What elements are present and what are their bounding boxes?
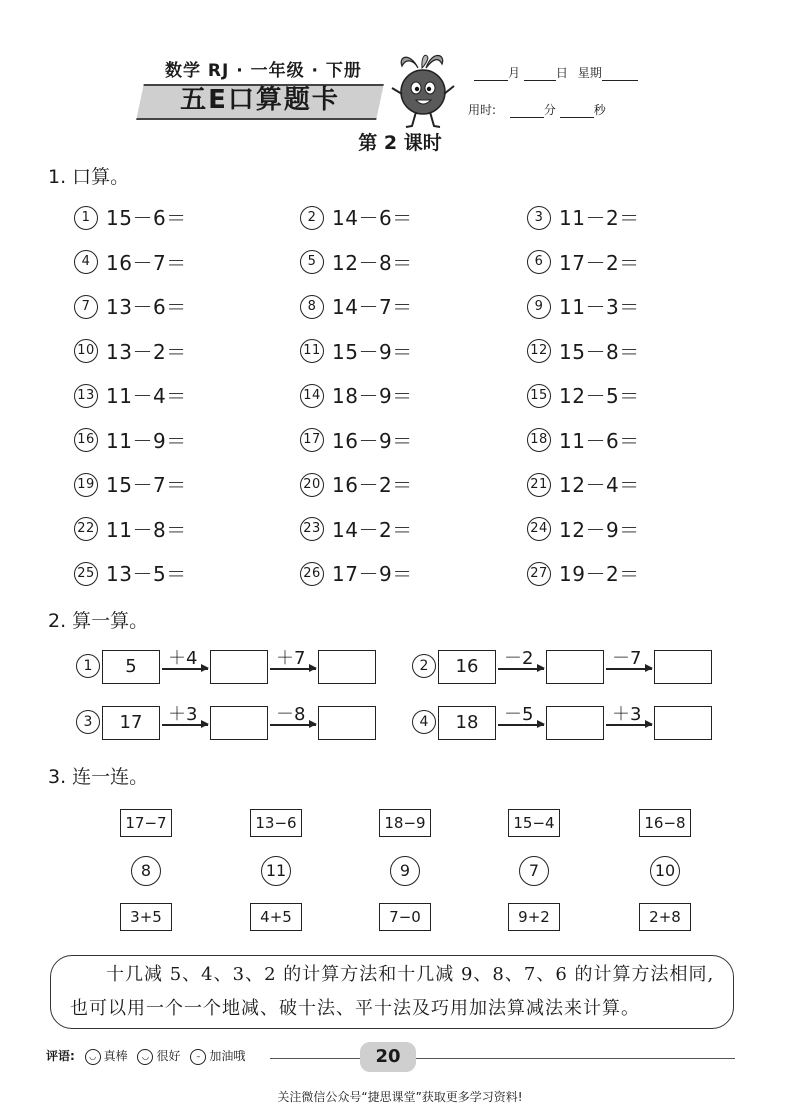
problem-number: 2 <box>300 206 324 230</box>
chain-op-2: ＋3 <box>612 704 642 725</box>
second-blank[interactable] <box>560 105 594 118</box>
chain-op-1: －5 <box>504 704 534 725</box>
problem-number: 16 <box>74 428 98 452</box>
problem-expression: 12－8＝ <box>332 250 413 275</box>
eval-label: 评语: <box>46 1049 75 1063</box>
problem-item <box>300 558 413 588</box>
problem-number: 10 <box>74 339 98 363</box>
problem-expression: 16－7＝ <box>106 250 187 275</box>
match-top-expression[interactable]: 15−4 <box>508 809 560 837</box>
problem-number: 21 <box>527 473 551 497</box>
problem-number: 7 <box>74 295 98 319</box>
radish-mascot-icon <box>388 48 460 130</box>
problem-item <box>527 514 640 544</box>
problem-item <box>300 336 413 366</box>
problem-expression: 11－9＝ <box>106 428 187 453</box>
match-answer-circle[interactable]: 7 <box>519 856 549 886</box>
good-face-icon[interactable]: ◡ <box>137 1049 153 1065</box>
problem-item <box>74 469 187 499</box>
problem-item <box>527 202 640 232</box>
problem-item <box>527 336 640 366</box>
problem-item <box>300 202 413 232</box>
problem-expression: 11－3＝ <box>559 295 640 319</box>
problem-item <box>300 247 413 277</box>
match-answer-circle[interactable]: 10 <box>650 856 680 886</box>
problem-expression: 13－6＝ <box>106 295 187 319</box>
chain-start-box: 17 <box>102 706 160 740</box>
time-line <box>468 101 606 118</box>
problem-number: 3 <box>527 206 551 230</box>
chain-answer-box-1[interactable] <box>546 650 604 684</box>
eval-try-harder: 加油哦 <box>209 1049 246 1063</box>
problem-expression: 14－6＝ <box>332 206 413 230</box>
minute-label: 分 <box>543 103 556 117</box>
problem-number: 19 <box>74 473 98 497</box>
chain-answer-box-1[interactable] <box>210 706 268 740</box>
problem-number: 1 <box>74 206 98 230</box>
problem-item <box>74 247 187 277</box>
evaluation <box>46 1047 245 1065</box>
match-top-expression[interactable]: 17−7 <box>120 809 172 837</box>
problem-item <box>74 425 187 455</box>
problem-expression: 17－2＝ <box>559 250 640 275</box>
problem-expression: 15－9＝ <box>332 339 413 364</box>
problem-item <box>300 425 413 455</box>
problem-number: 26 <box>300 562 324 586</box>
problem-item <box>300 514 413 544</box>
problem-expression: 16－9＝ <box>332 428 413 453</box>
problem-item <box>527 558 640 588</box>
match-top-expression[interactable]: 13−6 <box>250 809 302 837</box>
match-top-expression[interactable]: 18−9 <box>379 809 431 837</box>
problem-expression: 13－2＝ <box>106 339 187 364</box>
problem-expression: 18－9＝ <box>332 384 413 408</box>
problem-expression: 19－2＝ <box>559 562 640 586</box>
promo-text: 关注微信公众号“捷思课堂”获取更多学习资料! <box>277 1090 523 1104</box>
problem-item <box>300 380 413 410</box>
problem-expression: 12－4＝ <box>559 473 640 497</box>
problem-expression: 16－2＝ <box>332 473 413 497</box>
weekday-blank[interactable] <box>602 68 638 81</box>
chain-answer-box-1[interactable] <box>546 706 604 740</box>
problem-item <box>527 469 640 499</box>
problem-number: 22 <box>74 517 98 541</box>
time-label: 用时: <box>468 103 497 117</box>
problem-number: 12 <box>527 339 551 363</box>
eval-good: 很好 <box>156 1049 181 1063</box>
problem-number: 8 <box>300 295 324 319</box>
section-1-heading: 1. 口算。 <box>48 166 130 188</box>
chain-op-1: －2 <box>504 648 534 669</box>
month-blank[interactable] <box>474 68 508 81</box>
match-bottom-expression[interactable]: 3+5 <box>120 903 172 931</box>
problem-expression: 11－6＝ <box>559 428 640 453</box>
tip-text <box>70 958 730 1026</box>
match-answer-circle[interactable]: 9 <box>390 856 420 886</box>
try-harder-face-icon[interactable]: – <box>190 1049 206 1065</box>
date-line <box>474 64 638 81</box>
day-label: 日 <box>555 66 568 80</box>
problem-number: 23 <box>300 517 324 541</box>
footer-rule <box>270 1058 735 1059</box>
problem-item <box>300 291 413 321</box>
match-bottom-expression[interactable]: 2+8 <box>639 903 691 931</box>
problem-item <box>74 380 187 410</box>
chain-answer-box-2[interactable] <box>318 650 376 684</box>
problem-item <box>74 514 187 544</box>
problem-item <box>527 425 640 455</box>
problem-expression: 13－5＝ <box>106 562 187 586</box>
chain-op-2: －8 <box>276 704 306 725</box>
problem-number: 11 <box>300 339 324 363</box>
problem-item <box>527 247 640 277</box>
eval-great: 真棒 <box>103 1049 128 1063</box>
problem-expression: 12－9＝ <box>559 517 640 542</box>
chain-answer-box-2[interactable] <box>654 706 712 740</box>
month-label: 月 <box>508 66 521 80</box>
chain-number: 2 <box>412 654 436 678</box>
chain-answer-box-1[interactable] <box>210 650 268 684</box>
problem-expression: 12－5＝ <box>559 384 640 408</box>
match-bottom-expression[interactable]: 4+5 <box>250 903 302 931</box>
problem-number: 18 <box>527 428 551 452</box>
page-number: 20 <box>375 1046 401 1067</box>
chain-start-box: 5 <box>102 650 160 684</box>
problem-number: 27 <box>527 562 551 586</box>
problem-number: 15 <box>527 384 551 408</box>
card-title: 五E口算题卡 <box>180 85 340 115</box>
weekday-label: 星期 <box>577 66 602 80</box>
problem-item <box>74 202 187 232</box>
match-bottom-expression[interactable]: 9+2 <box>508 903 560 931</box>
day-blank[interactable] <box>524 68 556 81</box>
problem-number: 24 <box>527 517 551 541</box>
minute-blank[interactable] <box>510 105 544 118</box>
chain-number: 3 <box>76 710 100 734</box>
chain-start-box: 16 <box>438 650 496 684</box>
chain-op-1: ＋4 <box>168 648 198 669</box>
problem-number: 25 <box>74 562 98 586</box>
problem-item <box>74 558 187 588</box>
tip-line-2: 也可以用一个一个地减、破十法、平十法及巧用加法算减法来计算。 <box>70 998 640 1019</box>
problem-number: 5 <box>300 250 324 274</box>
problem-expression: 15－6＝ <box>106 206 187 230</box>
problem-item <box>300 469 413 499</box>
section-3-heading: 3. 连一连。 <box>48 766 149 788</box>
problem-expression: 11－8＝ <box>106 517 187 542</box>
problem-number: 9 <box>527 295 551 319</box>
problem-number: 4 <box>74 250 98 274</box>
section-2-heading: 2. 算一算。 <box>48 610 149 632</box>
problem-number: 14 <box>300 384 324 408</box>
chain-answer-box-2[interactable] <box>654 650 712 684</box>
tip-line-1: 十几减 5、4、3、2 的计算方法和十几减 9、8、7、6 的计算方法相同, <box>106 964 715 985</box>
chain-start-box: 18 <box>438 706 496 740</box>
problem-number: 13 <box>74 384 98 408</box>
problem-expression: 17－9＝ <box>332 562 413 586</box>
chain-answer-box-2[interactable] <box>318 706 376 740</box>
chain-op-2: －7 <box>612 648 642 669</box>
great-face-icon[interactable]: ◡ <box>85 1049 101 1065</box>
chain-op-1: ＋3 <box>168 704 198 725</box>
match-top-expression[interactable]: 16−8 <box>639 809 691 837</box>
problem-expression: 11－2＝ <box>559 206 640 230</box>
subject-line: 数学 RJ · 一年级 · 下册 <box>165 61 362 81</box>
match-bottom-expression[interactable]: 7−0 <box>379 903 431 931</box>
problem-number: 17 <box>300 428 324 452</box>
chain-number: 1 <box>76 654 100 678</box>
problem-item <box>74 291 187 321</box>
lesson-title: 第 2 课时 <box>358 132 442 154</box>
second-label: 秒 <box>593 103 606 117</box>
problem-expression: 15－8＝ <box>559 339 640 364</box>
problem-number: 6 <box>527 250 551 274</box>
problem-item <box>527 380 640 410</box>
match-answer-circle[interactable]: 8 <box>131 856 161 886</box>
match-answer-circle[interactable]: 11 <box>261 856 291 886</box>
problem-item <box>74 336 187 366</box>
chain-op-2: ＋7 <box>276 648 306 669</box>
problem-expression: 14－2＝ <box>332 517 413 542</box>
problem-expression: 15－7＝ <box>106 473 187 497</box>
problem-item <box>527 291 640 321</box>
problem-expression: 14－7＝ <box>332 295 413 319</box>
problem-expression: 11－4＝ <box>106 384 187 408</box>
chain-number: 4 <box>412 710 436 734</box>
problem-number: 20 <box>300 473 324 497</box>
